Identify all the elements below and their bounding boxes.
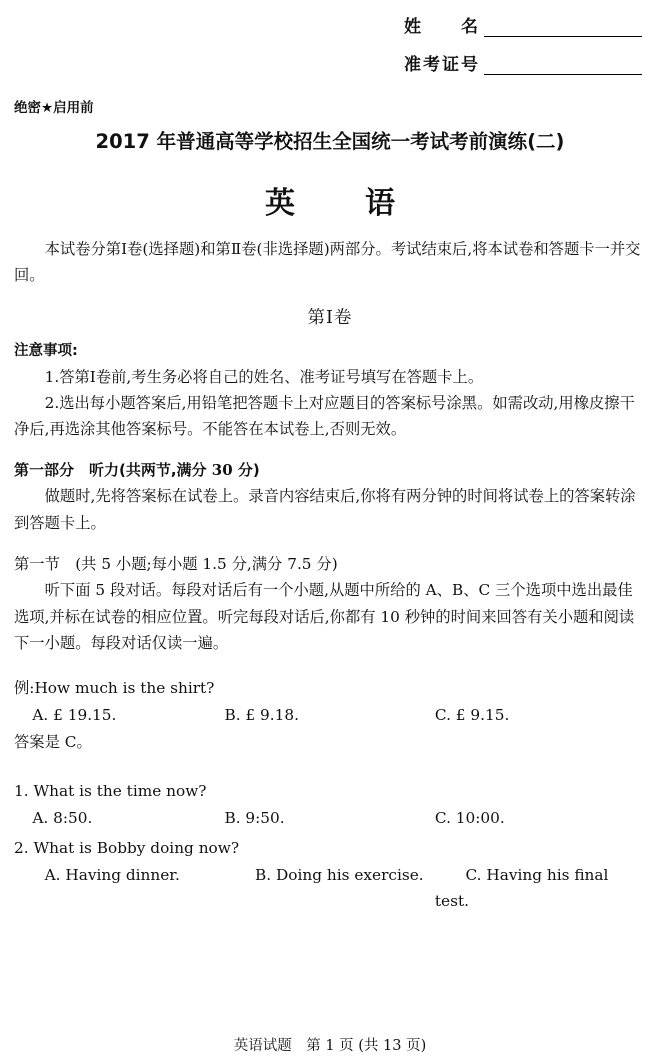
name-label: 姓 名	[404, 17, 480, 37]
secret-notice: 绝密★启用前	[14, 100, 94, 116]
page-footer: 英语试题 第 1 页 (共 13 页)	[233, 1038, 427, 1054]
question-1-options	[14, 805, 646, 831]
candidate-id-block	[312, 12, 642, 88]
exam-title: 2017 年普通高等学校招生全国统一考试考前演练(二)	[95, 130, 565, 153]
ticket-label: 准考证号	[404, 55, 480, 75]
section-one-heading: 第一节 (共 5 小题;每小题 1.5 分,满分 7.5 分)	[14, 554, 338, 573]
part-one-heading	[14, 458, 646, 484]
part-one-heading-score: 30	[206, 460, 238, 479]
question-1-option-b[interactable]: B. 9:50.	[224, 809, 285, 828]
example-option-c[interactable]: C. £ 9.15.	[434, 706, 510, 725]
question-1-option-c[interactable]: C. 10:00.	[434, 809, 505, 828]
part-one-heading-text: 第一部分 听力(共两节,满分	[14, 460, 207, 479]
name-write-line[interactable]	[484, 19, 642, 37]
example-stem: 例:How much is the shirt?	[14, 679, 215, 698]
paper-body	[14, 236, 646, 914]
notes-item-2: 2.选出每小题答案后,用铅笔把答题卡上对应题目的答案标号涂黑。如需改动,用橡皮擦干净后,再选涂其他答案标号。不能答在本试卷上,否则无效。	[14, 393, 635, 439]
example-option-a[interactable]: A. £ 19.15.	[32, 706, 117, 725]
paper-section-heading: 第Ⅰ卷	[307, 307, 353, 328]
part-one-instruction: 做题时,先将答案标在试卷上。录音内容结束后,你将有两分钟的时间将试卷上的答案转涂到答题卡上。	[14, 487, 636, 532]
intro-paragraph: 本试卷分第Ⅰ卷(选择题)和第Ⅱ卷(非选择题)两部分。考试结束后,将本试卷和答题卡一并交回。	[14, 240, 641, 285]
question-2-option-c[interactable]: C. Having his final test.	[434, 865, 609, 911]
ticket-row	[312, 50, 642, 75]
question-2-option-a[interactable]: A. Having dinner.	[44, 865, 180, 884]
part-one-heading-tail: 分)	[237, 460, 260, 479]
name-row	[312, 12, 642, 37]
example-option-b[interactable]: B. £ 9.18.	[224, 706, 299, 725]
question-1-option-a[interactable]: A. 8:50.	[32, 809, 93, 828]
question-1-stem: 1. What is the time now?	[14, 781, 207, 800]
question-2-options	[14, 862, 646, 915]
subject-title: 英 语	[265, 186, 415, 221]
notes-item-1: 1.答第Ⅰ卷前,考生务必将自己的姓名、准考证号填写在答题卡上。	[44, 367, 484, 386]
example-options	[14, 702, 646, 728]
example-answer: 答案是 C。	[14, 732, 92, 751]
ticket-write-line[interactable]	[484, 57, 642, 75]
question-2-stem: 2. What is Bobby doing now?	[14, 838, 240, 857]
notes-heading: 注意事项:	[14, 342, 78, 359]
section-one-instruction: 听下面 5 段对话。每段对话后有一个小题,从题中所给的 A、B、C 三个选项中选出最佳选项,并标在试卷的相应位置。听完每段对话后,你都有 10 秒钟的时间来回答有关小题和阅读下一小题。每段对话仅读一遍。	[14, 581, 635, 652]
question-2-option-b[interactable]: B. Doing his exercise.	[255, 865, 424, 884]
